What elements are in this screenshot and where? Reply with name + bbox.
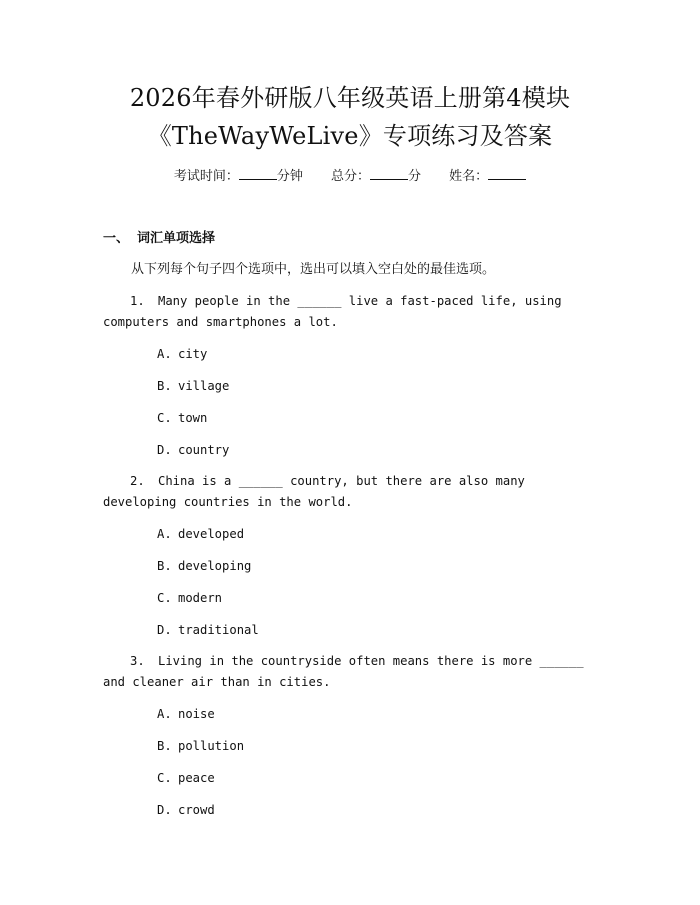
- option-letter: C.: [157, 411, 172, 425]
- question-text: Many people in the ______ live a fast-paced life, using computers and smartphones a lot.: [103, 294, 562, 329]
- score-label: 总分：: [330, 169, 370, 184]
- option-letter: D.: [157, 623, 172, 637]
- time-field: [174, 167, 303, 187]
- option-1d[interactable]: [157, 441, 229, 459]
- question-number: 3.: [130, 654, 145, 668]
- option-letter: B.: [157, 739, 172, 753]
- option-text: crowd: [178, 803, 215, 817]
- time-unit: 分钟: [276, 169, 303, 184]
- score-unit: 分: [408, 169, 422, 184]
- option-1c[interactable]: [157, 409, 207, 427]
- option-letter: B.: [157, 559, 172, 573]
- option-letter: A.: [157, 527, 172, 541]
- option-letter: D.: [157, 803, 172, 817]
- option-letter: B.: [157, 379, 172, 393]
- question-text: Living in the countryside often means there is more ______ and cleaner air than in cities.: [103, 654, 584, 689]
- option-text: noise: [178, 707, 215, 721]
- option-letter: A.: [157, 347, 172, 361]
- option-letter: D.: [157, 443, 172, 457]
- option-2b[interactable]: [157, 557, 251, 575]
- document-title-line1: 2026年春外研版八年级英语上册第4模块: [129, 84, 571, 112]
- option-text: developed: [178, 527, 245, 541]
- option-text: peace: [178, 771, 215, 785]
- question-3: [103, 651, 593, 693]
- option-text: modern: [178, 591, 223, 605]
- option-3b[interactable]: [157, 737, 244, 755]
- option-text: developing: [178, 559, 252, 573]
- option-text: village: [178, 379, 230, 393]
- option-1a[interactable]: [157, 345, 207, 363]
- option-text: traditional: [178, 623, 259, 637]
- question-number: 2.: [130, 474, 145, 488]
- question-text: China is a ______ country, but there are also many developing countries in the world.: [103, 474, 525, 509]
- name-blank: [488, 167, 526, 180]
- option-text: city: [178, 347, 208, 361]
- section-number: 一、: [103, 231, 130, 246]
- option-text: pollution: [178, 739, 245, 753]
- option-2c[interactable]: [157, 589, 222, 607]
- option-1b[interactable]: [157, 377, 229, 395]
- document-title-line2: 《TheWayWeLive》专项练习及答案: [147, 122, 553, 150]
- option-2d[interactable]: [157, 621, 259, 639]
- question-number: 1.: [130, 294, 145, 308]
- section-heading: [103, 229, 215, 249]
- exam-meta: [0, 167, 700, 187]
- option-2a[interactable]: [157, 525, 244, 543]
- name-field: [449, 167, 526, 187]
- option-letter: A.: [157, 707, 172, 721]
- question-1: [103, 291, 593, 333]
- score-blank: [370, 167, 408, 180]
- option-letter: C.: [157, 771, 172, 785]
- option-text: town: [178, 411, 208, 425]
- time-label: 考试时间：: [173, 169, 239, 184]
- option-letter: C.: [157, 591, 172, 605]
- section-instruction: 从下列每个句子四个选项中，选出可以填入空白处的最佳选项。: [131, 262, 496, 277]
- option-3c[interactable]: [157, 769, 215, 787]
- option-3a[interactable]: [157, 705, 215, 723]
- section-title: 词汇单项选择: [137, 231, 216, 246]
- name-label: 姓名：: [449, 169, 489, 184]
- score-field: [331, 167, 421, 187]
- option-text: country: [178, 443, 230, 457]
- option-3d[interactable]: [157, 801, 215, 819]
- question-2: [103, 471, 593, 513]
- time-blank: [239, 167, 277, 180]
